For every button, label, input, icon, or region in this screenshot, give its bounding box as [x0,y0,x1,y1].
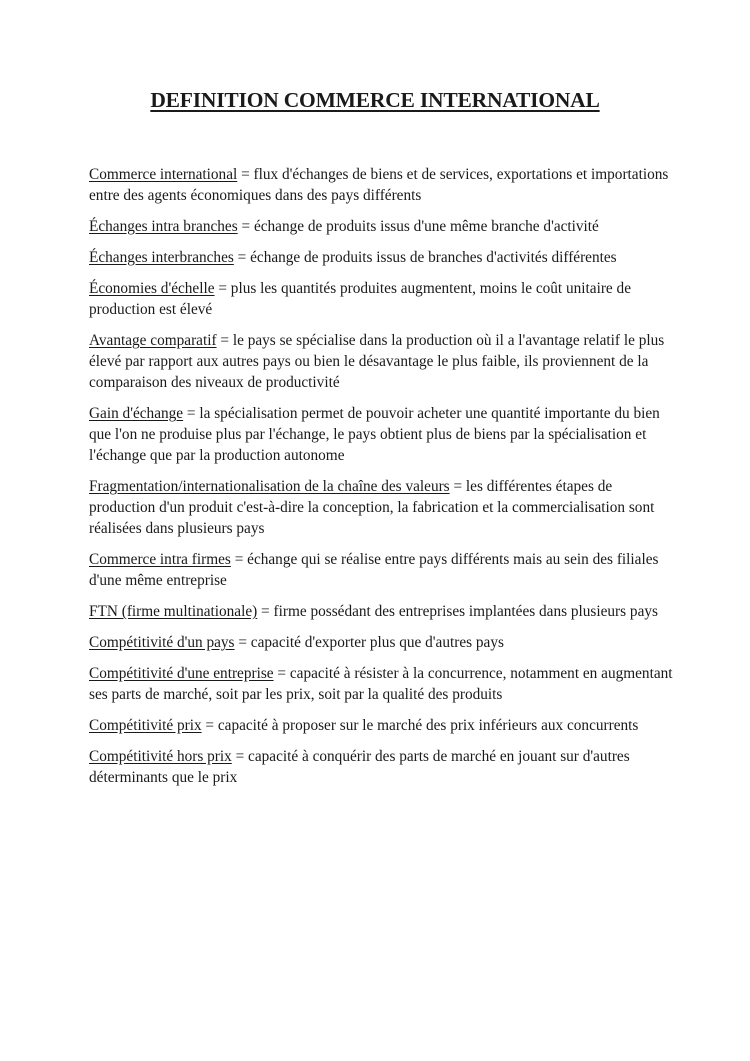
definition-term: Compétitivité prix [89,717,202,734]
definition-gain-echange: Gain d'échange = la spécialisation permet de pouvoir acheter une quantité importante du bien que l'on ne produise plus par l'échange, le pays obtient plus de biens par la spécialisation et l'échange que par la production autonome [89,405,660,464]
definition-competitivite-entreprise: Compétitivité d'une entreprise = capacité à résister à la concurrence, notamment en augmentant ses parts de marché, soit par les prix, soit par la qualité des produits [89,665,673,703]
definition-text: échange de produits issus de branches d'activités différentes [250,249,617,266]
definition-ftn: FTN (firme multinationale) = firme possédant des entreprises implantées dans plusieurs pays [89,603,658,620]
definition-text: capacité à conquérir des parts de marché en jouant sur d'autres déterminants que le prix [89,748,630,786]
definition-commerce-intra-firmes: Commerce intra firmes = échange qui se réalise entre pays différents mais au sein des filiales d'une même entreprise [89,551,659,589]
definition-term: Échanges interbranches [89,249,234,266]
definition-text: firme possédant des entreprises implantées dans plusieurs pays [273,603,658,620]
definition-term: Avantage comparatif [89,332,217,349]
definition-term: Compétitivité hors prix [89,748,232,765]
definition-term: Échanges intra branches [89,218,238,235]
definition-term: FTN (firme multinationale) [89,603,258,620]
definition-term: Compétitivité d'une entreprise [89,665,274,682]
definition-text: la spécialisation permet de pouvoir acheter une quantité importante du bien que l'on ne produise plus par l'échange, le pays obtient plus de biens par la spécialisation et l'échange que par la production autonome [89,405,660,464]
definition-echanges-interbranches: Échanges interbranches = échange de produits issus de branches d'activités différentes [89,249,617,266]
definition-commerce-international: Commerce international = flux d'échanges de biens et de services, exportations et importations entre des agents économiques dans des pays différents [89,166,669,204]
definition-echanges-intra-branches: Échanges intra branches = échange de produits issus d'une même branche d'activité [89,218,599,235]
page-title: DEFINITION COMMERCE INTERNATIONAL [150,88,600,112]
definition-term: Commerce intra firmes [89,551,231,568]
definition-avantage-comparatif: Avantage comparatif = le pays se spécialise dans la production où il a l'avantage relatif le plus élevé par rapport aux autres pays ou bien le désavantage le plus faible, ils proviennent de la comparaison des niveaux de productivité [89,332,665,391]
definition-competitivite-pays: Compétitivité d'un pays = capacité d'exporter plus que d'autres pays [89,634,504,651]
definition-term: Fragmentation/internationalisation de la chaîne des valeurs [89,478,450,495]
definition-text: capacité d'exporter plus que d'autres pays [250,634,504,651]
definition-fragmentation-chaine-valeurs: Fragmentation/internationalisation de la chaîne des valeurs = les différentes étapes de production d'un produit c'est-à-dire la conception, la fabrication et la commercialisation sont réalisées dans plusieurs pays [89,478,655,537]
definition-term: Compétitivité d'un pays [89,634,235,651]
definition-text: plus les quantités produites augmentent, moins le coût unitaire de production est élevé [89,280,631,318]
definition-text: échange de produits issus d'une même branche d'activité [253,218,599,235]
definition-text: capacité à résister à la concurrence, notamment en augmentant ses parts de marché, soit par les prix, soit par la qualité des produits [89,665,673,703]
definition-competitivite-prix: Compétitivité prix = capacité à proposer sur le marché des prix inférieurs aux concurrents [89,717,639,734]
definition-term: Gain d'échange [89,405,184,422]
definition-term: Économies d'échelle [89,280,215,297]
definition-text: le pays se spécialise dans la production où il a l'avantage relatif le plus élevé par rapport aux autres pays ou bien le désavantage le plus faible, ils proviennent de la comparaison des niveaux de productivité [89,332,665,391]
definition-text: les différentes étapes de production d'un produit c'est-à-dire la conception, la fabrication et la commercialisation sont réalisées dans plusieurs pays [89,478,655,537]
definition-text: échange qui se réalise entre pays différents mais au sein des filiales d'une même entreprise [89,551,659,589]
definition-competitivite-hors-prix: Compétitivité hors prix = capacité à conquérir des parts de marché en jouant sur d'autres déterminants que le prix [89,748,630,786]
definition-term: Commerce international [89,166,238,183]
definition-text: capacité à proposer sur le marché des prix inférieurs aux concurrents [217,717,639,734]
definition-economies-echelle: Économies d'échelle = plus les quantités produites augmentent, moins le coût unitaire de production est élevé [89,280,631,318]
definitions-list [89,164,679,798]
definition-text: flux d'échanges de biens et de services, exportations et importations entre des agents économiques dans des pays différents [89,166,669,204]
